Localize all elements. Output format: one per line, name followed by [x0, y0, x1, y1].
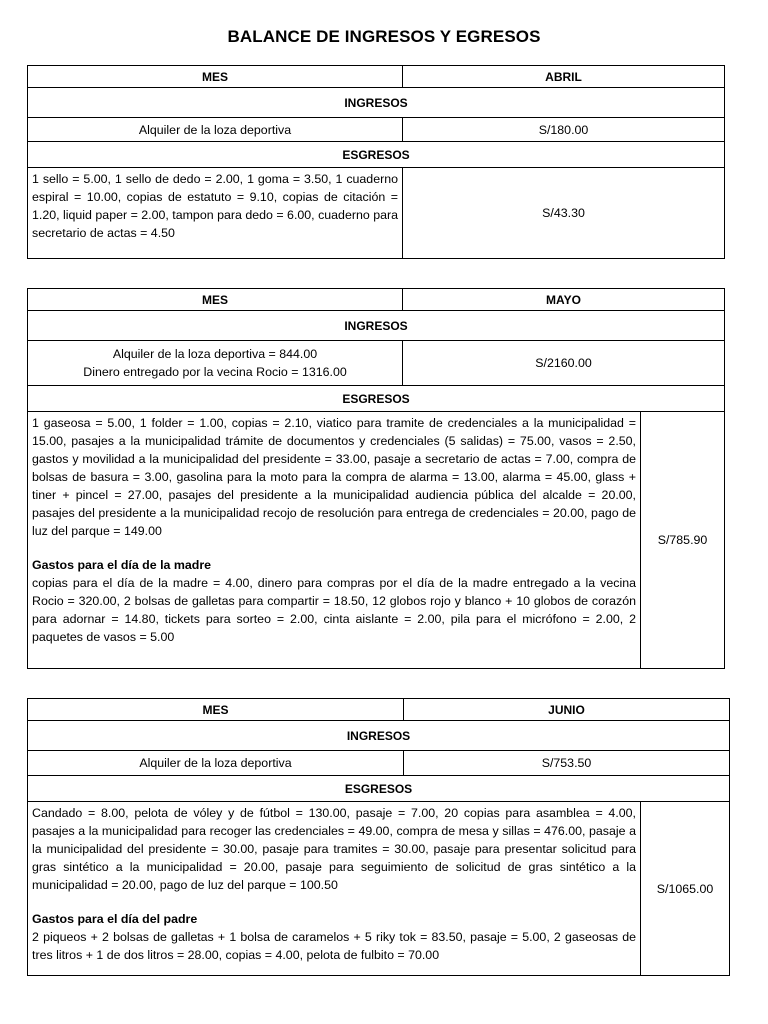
ingresos-header: INGRESOS: [28, 311, 725, 341]
ingresos-header: INGRESOS: [28, 88, 725, 118]
special-expenses-title: Gastos para el día de la madre: [32, 558, 212, 572]
balance-table-junio: [27, 698, 730, 976]
ingresos-total: S/2160.00: [403, 341, 725, 386]
egresos-description: [28, 412, 641, 669]
balance-table-mayo: [27, 288, 725, 669]
mes-label: MES: [28, 66, 403, 88]
egresos-description: [28, 802, 641, 976]
mes-label: MES: [28, 699, 404, 721]
ingresos-item: Alquiler de la loza deportiva: [28, 751, 404, 776]
special-expenses-text: copias para el día de la madre = 4.00, dinero para compras por el día de la madre entregado a la vecina Rocio = 320.00, 2 bolsas de galletas para compartir = 18.50, 12 globos rojo y blanco + 10 globos de corazón para adornar = 14.80, tickets para sorteo = 2.00, cinta aislante = 2.00, pila para el micrófono = 2.00, 2 paquetes de vasos = 5.00: [32, 576, 636, 644]
ingresos-total: S/180.00: [403, 118, 725, 142]
month-name: MAYO: [403, 289, 725, 311]
egresos-description: 1 sello = 5.00, 1 sello de dedo = 2.00, 1 goma = 3.50, 1 cuaderno espiral = 10.00, copias de estatuto = 9.10, copias de citación = 1.20, liquid paper = 2.00, tampon para dedo = 6.00, cuaderno para secretario de actas = 4.50: [28, 168, 403, 259]
ingresos-item: Alquiler de la loza deportiva: [28, 118, 403, 142]
egresos-text: 1 gaseosa = 5.00, 1 folder = 1.00, copias = 2.10, viatico para tramite de credenciales a la municipalidad = 15.00, pasajes a la municipalidad trámite de documentos y credenciales (5 salidas) = 75.00, vasos = 2.50, gastos y movilidad a la municipalidad del presidente = 33.00, pasaje a secretario de actas = 7.00, compra de bolsas de basura = 3.00, gasolina para la moto para la compra de alarma = 13.00, alarma = 45.00, glass + tiner + pincel = 27.00, pasajes del presidente a la municipalidad audiencia pública del alcalde = 20.00, pasajes del presidente a la municipalidad recojo de resolución para entrega de credenciales = 20.00, pago de luz del parque = 149.00: [32, 416, 636, 538]
ingresos-total: S/753.50: [404, 751, 730, 776]
month-name: ABRIL: [403, 66, 725, 88]
special-expenses-text: 2 piqueos + 2 bolsas de galletas + 1 bolsa de caramelos + 5 riky tok = 83.50, pasaje = 5.00, 2 gaseosas de tres litros + 1 de dos litros = 28.00, copias = 4.00, pelota de fulbito = 70.00: [32, 930, 636, 962]
balance-table-abril: [27, 65, 725, 259]
egresos-total: S/1065.00: [641, 802, 730, 976]
month-name: JUNIO: [404, 699, 730, 721]
egresos-header: ESGRESOS: [28, 386, 725, 412]
page-title: BALANCE DE INGRESOS Y EGRESOS: [227, 27, 541, 46]
egresos-total: S/785.90: [641, 412, 725, 669]
egresos-total: S/43.30: [403, 168, 725, 259]
ingresos-items: [28, 341, 403, 386]
mes-label: MES: [28, 289, 403, 311]
ingresos-item: Alquiler de la loza deportiva = 844.00: [112, 347, 318, 361]
egresos-header: ESGRESOS: [28, 776, 730, 802]
egresos-header: ESGRESOS: [28, 142, 725, 168]
ingresos-header: INGRESOS: [28, 721, 730, 751]
ingresos-item: Dinero entregado por la vecina Rocio = 1316.00: [83, 365, 347, 379]
egresos-text: Candado = 8.00, pelota de vóley y de fútbol = 130.00, pasaje = 7.00, 20 copias para asamblea = 4.00, pasajes a la municipalidad para recoger las credenciales = 49.00, compra de mesa y sillas = 476.00, pasaje a la municipalidad del presidente = 30.00, pasaje para tramites = 30.00, pasaje para presentar solicitud para gras sintético a la municipalidad = 20.00, pasaje para seguimiento de solicitud de gras sintético a la municipalidad = 20.00, pago de luz del parque = 100.50: [32, 806, 636, 892]
special-expenses-title: Gastos para el día del padre: [32, 912, 198, 926]
